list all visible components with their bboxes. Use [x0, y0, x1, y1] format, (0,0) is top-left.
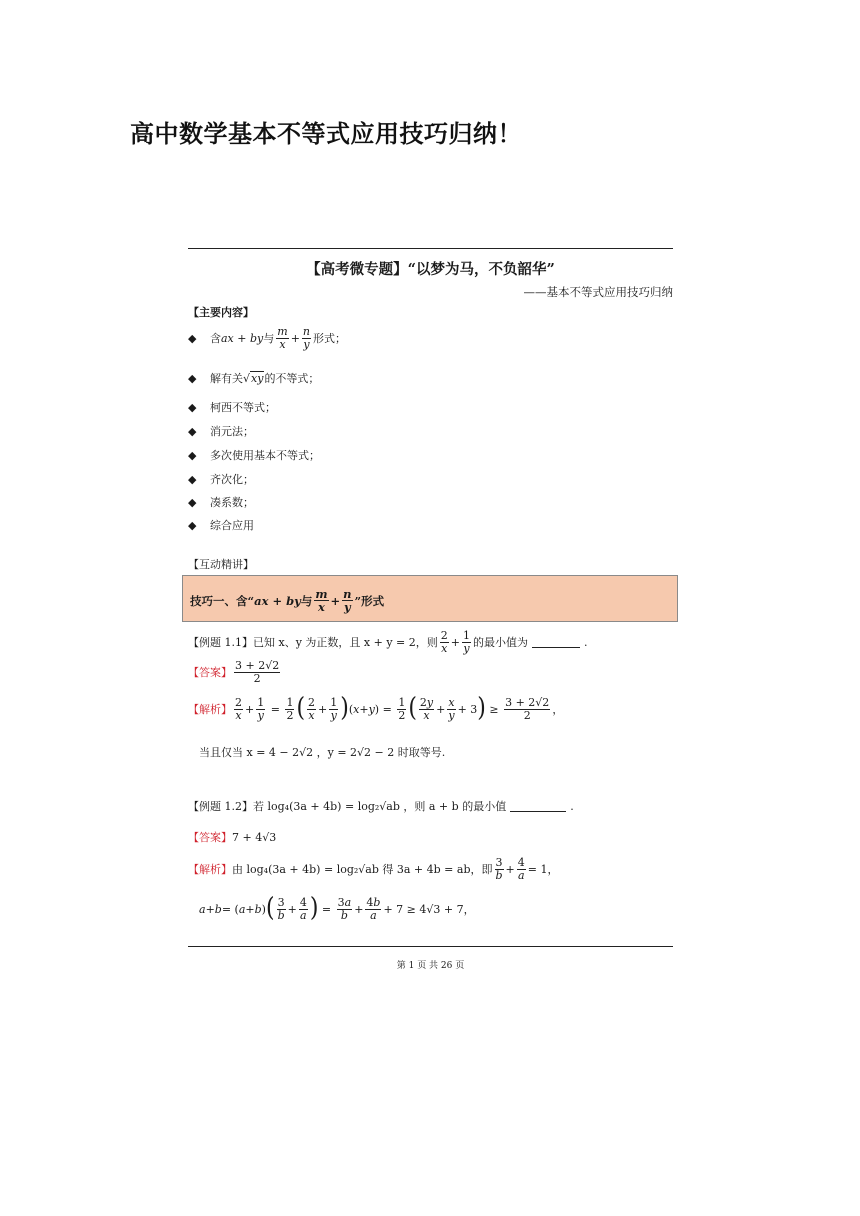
list-item — [188, 370, 319, 386]
analysis-1-2: 【解析】 由 log₄(3a + 4b) = log₂√ab 得 3a + 4b = ab，即 $\frac{3}{b}$ + $\frac{4}{a}$ = 1， — [188, 856, 559, 882]
example-1-2: 【例题 1.2】 若 log₄(3a + 4b) = log₂√ab ，则 a + b 的最小值 . — [188, 799, 574, 813]
answer-label: 【答案】 — [188, 831, 232, 844]
list-item: ◆ 综合应用 — [188, 518, 254, 532]
interactive-heading: 【互动精讲】 — [188, 558, 254, 571]
page-footer: 第 1 页 共 26 页 — [396, 961, 465, 971]
diamond-bullet-icon: ◆ — [188, 518, 197, 532]
answer-1-2: 【答案】 7 + 4√3 — [188, 830, 277, 844]
list-item: ◆ 齐次化； — [188, 472, 254, 486]
diamond-bullet-icon: ◆ — [188, 371, 197, 385]
fraction: $\frac{n}{y}$ — [343, 587, 352, 615]
item-text: 含 — [210, 332, 221, 346]
diamond-bullet-icon: ◆ — [188, 495, 197, 509]
diamond-bullet-icon: ◆ — [188, 472, 197, 486]
item-text: 形式； — [313, 332, 346, 346]
formula: ax + by — [254, 593, 301, 608]
answer-blank — [510, 801, 566, 812]
answer-label: 【答案】 — [188, 666, 232, 680]
fraction: $\frac{m}{x}$ — [315, 587, 328, 615]
example-1-1: 【例题 1.1】 已知 x、y 为正数，且 x + y = 2，则 $\frac{2}{x}$ + $\frac{1}{y}$ 的最小值为 . — [188, 629, 588, 655]
fraction: $\frac{n}{y}$ — [302, 325, 310, 351]
diamond-bullet-icon: ◆ — [188, 331, 197, 345]
doc-subtitle: ——基本不等式应用技巧归纳 — [523, 285, 673, 299]
list-item: ◆ 多次使用基本不等式； — [188, 448, 320, 462]
diamond-bullet-icon: ◆ — [188, 424, 197, 438]
analysis-1-1: 【解析】 $\frac{2}{x}$ + $\frac{1}{y}$ = $\frac{1}{2}$ ( $\frac{2}{x}$ + $\frac{1}{y}$ ) ( x + y ) = $\frac{1}{2}$ ( $\frac{2y}{x}$ + $\frac{x}{y}$ + 3 ) ≥ $\frac{3 + 2√2}{2}$ ， — [188, 693, 564, 724]
diamond-bullet-icon: ◆ — [188, 448, 197, 462]
list-item: ◆ 柯西不等式； — [188, 400, 276, 414]
item-text: 的不等式； — [264, 372, 320, 385]
bottom-rule — [188, 946, 673, 947]
analysis-1-2-derivation: a + b = ( a + b ) ( $\frac{3}{b}$ + $\frac{4}{a}$ ) = $\frac{3a}{b}$ + $\frac{4b}{a}$ + 7 ≥ 4√3 + 7， — [199, 893, 475, 924]
top-rule — [188, 248, 673, 249]
list-item: ◆ 含 ax + by 与 $\frac{m}{x}$ + $\frac{n}{y}$ 形式； — [188, 325, 346, 351]
formula: ax + by — [221, 331, 264, 345]
list-item: ◆ 消元法； — [188, 424, 254, 438]
analysis-label: 【解析】 — [188, 863, 232, 877]
formula: √xy — [243, 371, 264, 385]
fraction: $\frac{m}{x}$ — [277, 325, 288, 351]
doc-title: 【高考微专题】“以梦为马，不负韶华” — [306, 261, 555, 278]
fraction: $\frac{3 + 2√2}{2}$ — [235, 659, 280, 685]
item-text: 解有关 — [210, 372, 243, 385]
analysis-label: 【解析】 — [188, 703, 232, 717]
technique-title: 技巧一、含“ ax + by 与 $\frac{m}{x}$ + $\frac{n}{y}$ ”形式 — [190, 587, 385, 615]
item-text: 与 — [263, 332, 275, 346]
main-content-heading: 【主要内容】 — [188, 306, 254, 319]
page-headline: 高中数学基本不等式应用技巧归纳！ — [130, 120, 522, 148]
analysis-1-1-equality: 当且仅当 x = 4 − 2√2 ，y = 2√2 − 2 时取等号. — [199, 746, 446, 759]
diamond-bullet-icon: ◆ — [188, 400, 197, 414]
answer-blank — [532, 637, 580, 648]
answer-1-1 — [188, 660, 282, 684]
list-item: ◆ 凑系数； — [188, 495, 254, 509]
fraction: $\frac{2}{x}$ — [440, 629, 448, 655]
fraction: $\frac{1}{y}$ — [462, 629, 470, 655]
